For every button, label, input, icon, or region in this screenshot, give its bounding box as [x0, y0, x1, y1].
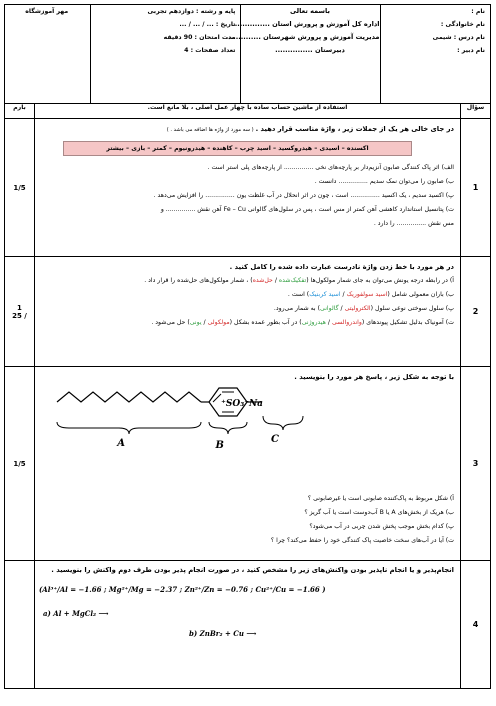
question-score: 1/5 — [4, 119, 34, 257]
label-B: B — [215, 440, 224, 451]
student-info — [380, 5, 490, 103]
calculator-notice: استفاده از ماشین حساب ساده با چهار عمل اصلی ، بلا مانع است. — [35, 104, 461, 119]
question-row-3 — [4, 367, 490, 561]
label-C: C — [271, 434, 279, 445]
question-row-1 — [4, 119, 490, 257]
subheader-row — [4, 104, 490, 119]
alkyl-chain — [57, 392, 201, 402]
question-item: ت) آیا در آب‌های سخت خاصیت پاک کنندگی خود را حفظ می‌کند؟ چرا ؟ — [270, 537, 454, 544]
question-number: 2 — [461, 257, 491, 367]
question-col-header: سؤال — [461, 104, 491, 119]
choice-a[interactable]: واندروالسی — [331, 319, 362, 326]
score-value: 1 — [17, 303, 22, 312]
school-stamp — [4, 5, 90, 103]
question-note: ( سه مورد از واژه ها اضافه می باشد . ) — [166, 127, 254, 133]
label-A: A — [117, 438, 125, 449]
choice-a[interactable]: تفکیک‌شده — [278, 277, 307, 284]
question-row-4 — [4, 561, 490, 689]
exam-page — [5, 4, 491, 689]
question-item: پ) سلول سوختی نوعی سلول (الکترولیتی / گالوانی) به شمار می‌رود. — [273, 305, 454, 312]
org-province: اداره کل آموزش و پرورش استان .............. — [234, 20, 380, 28]
choice-b[interactable]: اسید کربنیک — [309, 291, 341, 298]
reaction-a: a) Al + MgCl₂ ⟶ — [43, 609, 109, 618]
reaction-b: b) ZnBr₂ + Cu ⟶ — [189, 629, 257, 638]
stamp-label: مهر آموزشگاه — [25, 8, 69, 15]
header-row — [4, 5, 490, 104]
detergent-molecule-svg — [39, 384, 453, 492]
question-body-1 — [35, 119, 461, 257]
choice-a[interactable]: اسید سولفوریک — [346, 291, 388, 298]
question-item: آ) شکل مربوط به پاک‌کننده صابونی است یا غیرصابونی ؟ — [307, 495, 454, 502]
question-body-4 — [35, 561, 461, 689]
sulfonate-group: SO₃⁻Na⁺ — [221, 399, 263, 409]
question-item: ت) آمونیاک بدلیل تشکیل پیوندهای (واندروالسی / هیدروژنی) در آب بطور عمده بشکل (مولکولی / یونی) حل می‌شود . — [151, 319, 454, 326]
question-number: 4 — [461, 561, 491, 689]
question-number: 1 — [461, 119, 491, 257]
question-score — [4, 257, 34, 367]
question-number: 3 — [461, 367, 491, 561]
question-item: مس نقش ............... را دارد . — [373, 220, 454, 227]
question-item: پ) اکسید سدیم ، یک اکسید ............... است ، چون در اثر انحلال در آب غلظت یون ............... را افزایش می‌دهد . — [153, 192, 454, 199]
duration-field: مدت امتحان : 90 دقیقه — [163, 34, 236, 41]
question-item: ب) هریک از بخش‌های A یا B آب‌دوست است یا آب گریز ؟ — [304, 509, 454, 516]
question-item: ب) صابون را می‌توان نمک سدیم ............... دانست . — [314, 178, 454, 185]
org-city: مدیریت آموزش و پرورش شهرستان .............. — [225, 33, 380, 41]
teacher-name-field[interactable]: نام دبیر : — [457, 47, 485, 54]
choice-b[interactable]: گالوانی — [320, 305, 339, 312]
bismillah: باسمه تعالی — [290, 7, 330, 15]
subject-name: نام درس : شیمی — [432, 34, 485, 41]
choice-b[interactable]: حل‌شده — [252, 277, 273, 284]
choice-a[interactable]: الکترولیتی — [344, 305, 371, 312]
question-row-2 — [4, 257, 490, 367]
word-bank: اکسنده – اسیدی – هیدروکسید – اسید چرب – کاهنده – هیدرونیوم – کمتر – بازی – بیشتر — [63, 141, 412, 156]
question-item: آ) در رابطه درجه یونش می‌توان به جای شمار مولکول‌ها (تفکیک‌شده / حل‌شده) ، شمار مولکول‌های حل‌شده را قرار داد . — [144, 277, 454, 284]
exam-table — [4, 4, 491, 689]
grade-field: پایه و رشته : دوازدهم تجربی — [147, 8, 236, 15]
choice-c[interactable]: مولکولی — [207, 319, 230, 326]
question-body-2 — [35, 257, 461, 367]
question-item: پ) کدام بخش موجب پخش شدن چربی در آب می‌شود؟ — [309, 523, 454, 530]
question-title: در جای خالی هر یک از جملات زیر ، واژة مناسب قرار دهید . — [255, 125, 454, 133]
organization-info — [225, 5, 380, 103]
score-fraction: / 25 — [12, 311, 27, 320]
question-item: ب) باران معمولی شامل (اسید سولفوریک / اسید کربنیک) است . — [287, 291, 454, 298]
student-family-field[interactable]: نام خانوادگی : — [440, 21, 485, 28]
score-col-header: بارم — [4, 104, 34, 119]
question-title: در هر مورد با خط زدن واژة نادرست عبارت داده شده را کامل کنید . — [229, 263, 454, 271]
choice-b[interactable]: هیدروژنی — [301, 319, 326, 326]
question-score: 1/5 — [4, 367, 34, 561]
question-score — [4, 561, 34, 689]
date-field: تاریخ : ... / ... / ... — [179, 21, 236, 28]
electrode-potentials: (Al³⁺/Al = −1.66 ; Mg²⁺/Mg = −2.37 ; Zn²⁺/Zn = −0.76 ; Cu²⁺/Cu = −1.66 ) — [39, 585, 326, 594]
question-title: انجام‌پذیر و یا انجام ناپذیر بودن واکنش‌های زیر را مشخص کنید ، در صورت انجام پذیر بودن طرف دوم واکنش را بنویسید . — [51, 566, 454, 574]
student-name-field[interactable]: نام : — [471, 8, 485, 15]
choice-d[interactable]: یونی — [189, 319, 202, 326]
question-body-3 — [35, 367, 461, 561]
question-item: ت) پتانسیل استاندارد کاهشی آهن کمتر از مس است ، پس در سلول‌های گالوانی Fe – Cu آهن نقش ............... و — [160, 206, 454, 213]
pages-field: تعداد صفحات : 4 — [184, 47, 236, 54]
question-title: با توجه به شکل زیر ، پاسخ هر مورد را بنویسید . — [294, 373, 454, 381]
detergent-structure-figure — [39, 384, 454, 492]
question-item: الف) اثر پاک کنندگی صابون آنزیم‌دار بر پارچه‌های نخی ............... از پارچه‌های پلی استر است . — [207, 164, 454, 171]
exam-info — [90, 5, 240, 103]
school-name: دبیرستان ............... — [275, 46, 345, 54]
